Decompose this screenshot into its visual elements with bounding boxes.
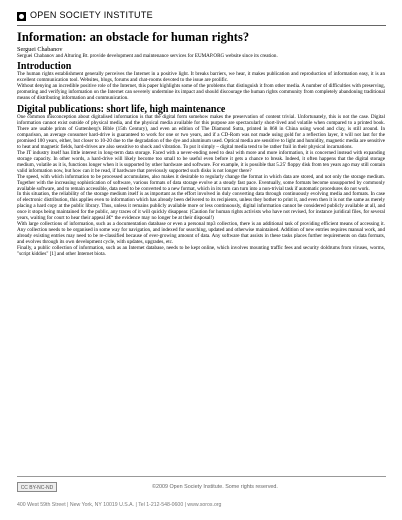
copyright-notice: ©2009 Open Society Institute. Some rights reserved. — [152, 484, 278, 490]
paragraph: The IT industry itself has little interest in long-term data storage. Faced with a never-ending need to deal with more and more information, it is concerned instead with expanding storage capacity. In other words, a hard-drive will likely become too small to be useful even before it gets a chance to break. Indeed, it often happens that the digital storage medium, volatile as it is, functions longer when it is supported by other hardware and software. For example, it is possible that 5.25' floppy disk from ten years ago may still contain valid information now, but how can it be read, if hardware that previously supported such disks is not longer there? — [17, 149, 385, 174]
section-heading-digital-publications: Digital publications: short life, high maintenance — [17, 104, 226, 116]
paragraph: One common misconception about digitalised information is that the digital form somehow makes the preservation of content trivial. Unfortunately, this is not the case. Digital information cannot exist outside of physical media, and the physical media available for this purpose are spectacularly short-lived and volatile when compared to a printed book. There are usable prints of Guttenberg's Bible (15th Century), and even an edition of The Diamond Sutra, printed in 868 in China using wood and clay, is still around. In comparison, an average consumer hard-drive is guaranteed to work for one or two years, and if a CD-Rom was not made using gold for a reflection layer, it will not last for the promised 100 years, either, but closer to 10-20 due to the degradation of the dye and aluminum used. Optical media are sensitive to light and humidity, magnetic media are sensitive to heat and magnetic fields, hard-drives are also sensitive to shock and vibration. To put it simply – digital media tend to be rather frail in their physical incarnations. — [17, 114, 385, 150]
paragraph: In this situation, the reliability of the storage medium itself is as important as the effort involved in duly converting data through continuously evolving media and formats. In case of electronic distribution, this applies even to information which has already been delivered to its recipients, unless they bother to print it, and even then it is not the same as merely placing a hard copy at the public library. Thus, unless it remains publicly available more or less continuously, digital information cannot be considered publicly available at all, and once it stops being maintained for the public, any traces of it will quickly disappear. (Caution for human rights activists who have not revised, for instance juridical files, for several years, waiting for court to hear their appeal â€“ the evidence may no longer be at their disposal!) — [17, 191, 385, 222]
paragraph: The speed, with which information to be processed accumulates, also makes it desirable to regularly change the format in which data are stored, and not only the storage medium. Together with the increasing sophistication of software, various formats of data storage evolve at a steady fast pace. Eventually, some formats become unsupported by commonly available software, and to remain accessible, data need to be converted to a new format, which in its turn can turn into a non-trivial task if automatic procedures do not work. — [17, 173, 385, 192]
paragraph: Without denying an incredible positive role of the Internet, this paper highlights some of the problems that distinguish it from other media. A number of difficulties with preserving, promoting and verifying information on the Internet can severely undermine its impact and should discourage the human rights community from completely abandoning traditional means of distributing information and communication. — [17, 83, 385, 102]
author-bio: Serguei Chabanov and Alturing Bt. provide development and maintenance services for EUMAP.ORG website since its creation. — [17, 53, 278, 60]
article — [17, 30, 385, 258]
paragraph: With large collections of information, such as a documentation database or even a personal mp3 collection, there is an additional task of providing efficient means of accessing it. Any collection needs to be organised in some way for navigation, and indexed for searching, updated and otherwise maintained. Addition of new entries requires manual work, and already existing entries may need to be re-classified because of ever-growing amount of data. Any software that assists in these tasks places further requirements on data formats, and evolves through its own development cycle, with updates, upgrades, etc. — [17, 221, 385, 246]
footer-divider — [17, 476, 386, 477]
section-heading-introduction: Introduction — [17, 61, 72, 73]
page-header — [17, 8, 386, 30]
paragraph: The human rights establishment generally perceives the Internet in a positive light. It breaks barriers, we hear, it makes publication and reproduction of information easy, it is an excellent communication tool. Websites, blogs, forums and chat-rooms devoted to the issue are prolific. — [17, 71, 385, 84]
osi-logo-icon — [17, 12, 26, 21]
header-divider — [17, 25, 386, 26]
footer-address: 400 West 59th Street | New York, NY 10019 U.S.A. | Tel 1-212-548-0600 | www.soros.org — [17, 502, 222, 508]
creative-commons-badge-icon[interactable]: CC BY-NC-ND — [17, 482, 57, 492]
article-author: Serguei Chabanov — [17, 46, 63, 53]
article-title: Information: an obstacle for human rights? — [17, 30, 250, 44]
org-name: OPEN SOCIETY INSTITUTE — [30, 10, 153, 20]
paragraph: Finally, a public collection of information, such as an Internet database, needs to be kept online, which involves mounting traffic fees and security doldrums from viruses, worms, "script kiddies" [1] and other Internet biota. — [17, 245, 385, 257]
